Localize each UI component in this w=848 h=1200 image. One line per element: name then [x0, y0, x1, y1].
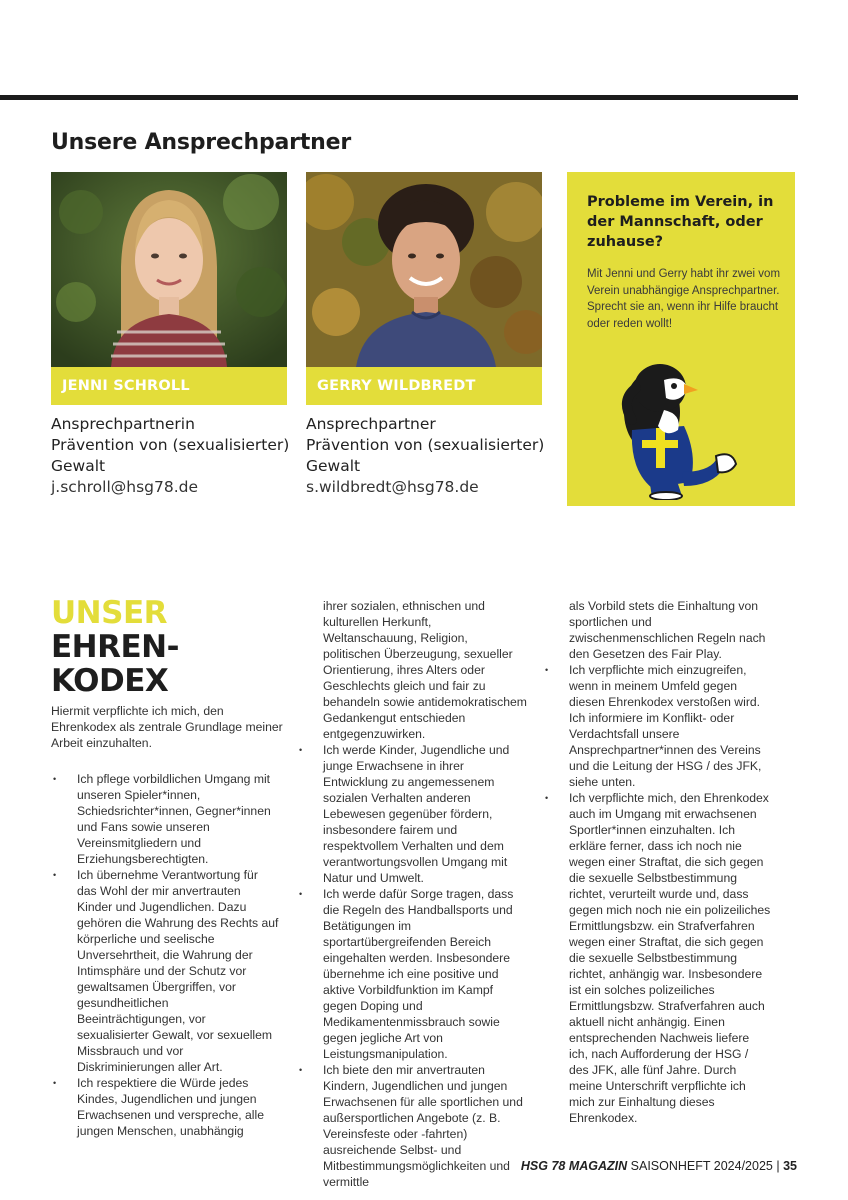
contact-email[interactable]: s.wildbredt@hsg78.de [306, 478, 479, 496]
kodex-item: • Ich respektiere die Würde jedes Kindes, Jugendlichen und jungen Erwachsenen und verspreche, alle jungen Menschen, unabhängig [51, 1075, 279, 1139]
contact-photo-jenni [51, 172, 287, 367]
contact-role: Prävention von (sexualisierter) [51, 436, 290, 454]
section-heading: Unsere Ansprechpartner [51, 130, 351, 155]
mascot-illustration [612, 360, 747, 500]
contact-details-gerry [306, 414, 551, 498]
kodex-item: • Ich verpflichte mich einzugreifen, wenn in meinem Umfeld gegen diesen Ehrenkodex verstoßen wird. Ich informiere im Konflikt- oder Verdachtsfall unsere Ansprechpartner*innen des Vereins und die Leitung der HSG / des JFK, siehe unten. [543, 662, 771, 790]
contact-role: Ansprechpartner [306, 415, 436, 433]
info-box-title: Probleme im Verein, in der Mannschaft, oder zuhause? [587, 194, 774, 250]
contact-name-gerry: GERRY WILDBREDT [306, 367, 542, 405]
contact-role: Ansprechpartnerin [51, 415, 195, 433]
kodex-heading-line: KODEX [51, 663, 169, 699]
contact-details-jenni [51, 414, 296, 498]
contact-name-jenni: JENNI SCHROLL [51, 367, 287, 405]
contact-role: Prävention von (sexualisierter) [306, 436, 545, 454]
kodex-column-2 [297, 598, 527, 1190]
kodex-item: • Ich pflege vorbildlichen Umgang mit unseren Spieler*innen, Schiedsrichter*innen, Gegner*innen und Fans sowie unseren Vereinsmitgliedern und Erziehungsberechtigten. [51, 771, 279, 867]
kodex-item: • Ich werde dafür Sorge tragen, dass die Regeln des Handballsports und Betätigungen im sportartübergreifenden Bereich eingehalten werden. Insbesondere übernehme ich eine positive und aktive Vorbildfunktion im Kampf gegen Doping und Medikamentenmissbrauch sowie gegen jegliche Art von Leistungsmanipulation. [297, 886, 527, 1062]
page-footer [521, 1159, 797, 1173]
info-box [567, 172, 795, 506]
footer-edition: SAISONHEFT 2024/2025 [630, 1159, 773, 1173]
contact-role: Gewalt [51, 457, 106, 475]
kodex-item: • Ich biete den mir anvertrauten Kindern, Jugendlichen und jungen Erwachsenen für alle sportlichen und außersportlichen Angebote (z. B. Vereinsfeste oder -fahrten) ausreichende Selbst- und Mitbestimmungsmöglichkeiten und vermittle [297, 1062, 527, 1190]
kodex-item: • Ich verpflichte mich, den Ehrenkodex auch im Umgang mit erwachsenen Sportler*innen einzuhalten. Ich erkläre ferner, dass ich noch nie wegen einer Straftat, die sich gegen die sexuelle Selbstbestimmung richtet, verurteilt wurde und, dass gegen mich noch nie ein polizeiliches Ermittlungsbzw. ein Strafverfahren wegen einer Straftat, die sich gegen die sexuelle Selbstbestimmung richtet, anhängig war. Insbesondere ist ein solches polizeiliches Ermittlungsbzw. Strafverfahren auch aktuell nicht anhängig. Einen entsprechenden Nachweis liefere ich, nach Aufforderung der HSG / des JFK, alle fünf Jahre. Durch meine Unterschrift verpflichte ich mich zur Einhaltung dieses Ehrenkodex. [543, 790, 771, 1126]
kodex-intro: Hiermit verpflichte ich mich, den Ehrenkodex als zentrale Grundlage meiner Arbeit einzuhalten. [51, 704, 283, 750]
footer-separator: | [776, 1159, 780, 1173]
contact-role: Gewalt [306, 457, 361, 475]
page-number: 35 [783, 1159, 797, 1173]
kodex-column-1 [51, 771, 279, 1139]
kodex-column-3 [543, 598, 771, 1126]
footer-brand: HSG 78 MAGAZIN [520, 1159, 628, 1173]
kodex-heading-line: EHREN- [51, 629, 179, 665]
contact-email[interactable]: j.schroll@hsg78.de [51, 478, 199, 496]
kodex-item-continued: als Vorbild stets die Einhaltung von sportlichen und zwischenmenschlichen Regeln nach den Gesetzen des Fair Play. [569, 599, 766, 661]
top-rule [0, 95, 798, 100]
kodex-item: • Ich werde Kinder, Jugendliche und junge Erwachsene in ihrer Entwicklung zu angemessenem sozialen Verhalten anderen Lebewesen gegenüber fördern, insbesondere fairem und respektvollem Verhalten und dem verantwortungsvollen Umgang mit Natur und Umwelt. [297, 742, 527, 886]
kodex-item: • Ich übernehme Verantwortung für das Wohl der mir anvertrauten Kinder und Jugendlichen. Dazu gehören die Wahrung des Rechts auf körperliche und seelische Unversehrtheit, die Wahrung der Intimsphäre und der Schutz vor gewaltsamen Übergriffen, vor gesundheitlichen Beeinträchtigungen, vor sexualisierter Gewalt, vor sexuellem Missbrauch und vor Diskriminierungen aller Art. [51, 867, 279, 1075]
contact-photo-gerry [306, 172, 542, 367]
kodex-heading-line: UNSER [51, 595, 167, 631]
kodex-item-continued: ihrer sozialen, ethnischen und kulturellen Herkunft, Weltanschauung, Religion, politischen Überzeugung, sexueller Orientierung, ihres Alters oder Geschlechts gleich und fair zu behandeln sowie antidemokratischem Gedankengut entschieden entgegenzuwirken. [323, 599, 527, 741]
kodex-heading [51, 596, 179, 698]
info-box-text: Mit Jenni und Gerry habt ihr zwei vom Verein unabhängige Ansprechpartner. Sprecht sie an, wenn ihr Hilfe braucht oder reden wollt! [587, 268, 781, 330]
